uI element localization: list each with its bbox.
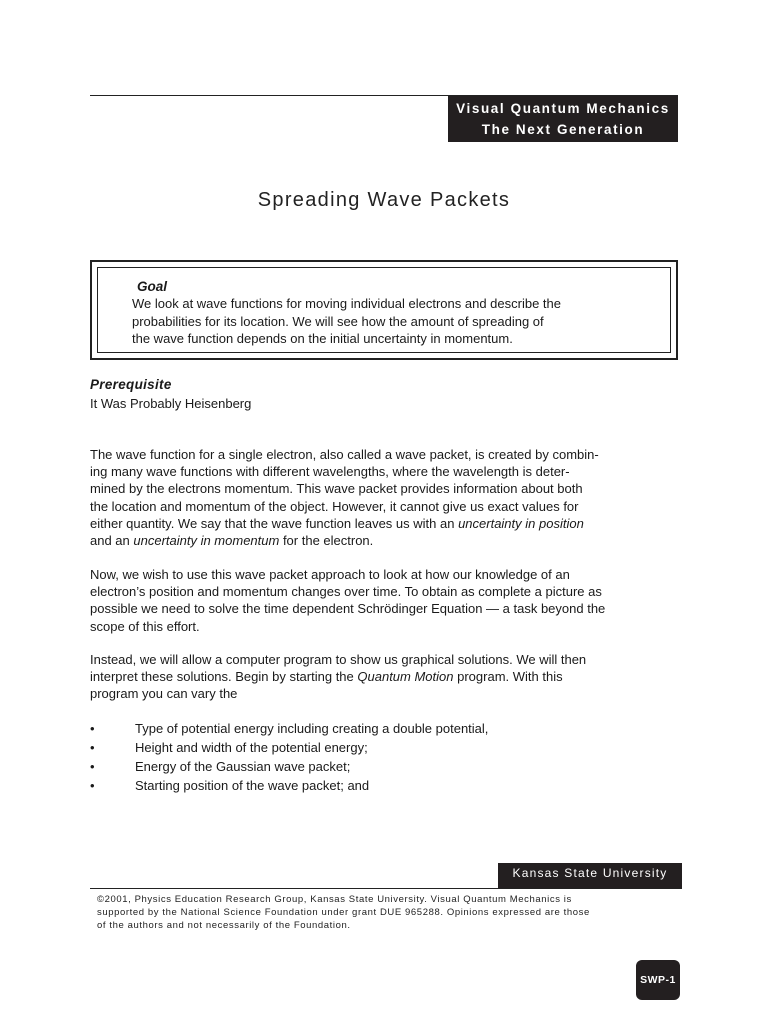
paragraph-line (90, 515, 690, 532)
paragraph-line: Instead, we will allow a computer program to show us graphical solutions. We will then (90, 652, 587, 667)
paragraph-line: mined by the electrons momentum. This wave packet provides information about both (90, 481, 583, 497)
copyright-line: ©2001, Physics Education Research Group, Kansas State University. Visual Quantum Mechanics is (97, 894, 572, 905)
text-span: for the electron. (279, 533, 374, 549)
text-span: either quantity. We say that the wave function leaves us with an (90, 515, 459, 531)
bullet-icon: • (90, 740, 95, 755)
copyright-notice (97, 894, 590, 932)
goal-line: the wave function depends on the initial uncertainty in momentum. (132, 331, 513, 346)
goal-text (132, 295, 652, 348)
paragraph-wave-function (90, 446, 690, 549)
copyright-line: of the authors and not necessarily of the Foundation. (97, 919, 351, 931)
bullet-icon: • (90, 759, 95, 774)
paragraph-line: scope of this effort. (90, 618, 200, 634)
list-item-text: Starting position of the wave packet; and (135, 778, 370, 793)
bullet-icon: • (90, 721, 95, 736)
paragraph-line: ing many wave functions with different wavelengths, where the wavelength is deter- (90, 464, 570, 480)
footer-rule (90, 888, 682, 889)
paragraph-line: The wave function for a single electron, also called a wave packet, is created by combin- (90, 447, 599, 462)
paragraph-line: Now, we wish to use this wave packet approach to look at how our knowledge of an (90, 567, 570, 582)
paragraph-time-evolution (90, 566, 690, 635)
list-item-text: Height and width of the potential energy; (135, 740, 368, 755)
paragraph-line: electron’s position and momentum changes over time. To obtain as complete a picture as (90, 584, 602, 600)
series-title-line2: The Next Generation (481, 122, 645, 137)
bullet-icon: • (90, 778, 95, 793)
program-name: Quantum Motion (357, 669, 454, 685)
text-span: program. With this (453, 669, 563, 685)
paragraph-computer-program (90, 651, 690, 703)
goal-line: probabilities for its location. We will see how the amount of spreading of (132, 313, 544, 329)
series-banner (448, 96, 678, 142)
list-item-text: Type of potential energy including creating a double potential, (135, 721, 489, 736)
emphasis-text: uncertainty in position (458, 515, 584, 531)
copyright-line: supported by the National Science Foundation under grant DUE 965288. Opinions expressed are those (97, 906, 590, 918)
prerequisite-heading: Prerequisite (90, 377, 172, 392)
goal-line: We look at wave functions for moving individual electrons and describe the (132, 296, 561, 311)
page-number-badge: SWP-1 (636, 960, 680, 1000)
paragraph-line (90, 532, 690, 549)
paragraph-line: possible we need to solve the time dependent Schrödinger Equation — a task beyond the (90, 601, 606, 617)
prerequisite-text: It Was Probably Heisenberg (90, 396, 252, 411)
paragraph-line (90, 668, 690, 685)
paragraph-line: program you can vary the (90, 686, 238, 702)
series-title-line1: Visual Quantum Mechanics (456, 101, 670, 116)
page-title: Spreading Wave Packets (257, 189, 511, 211)
emphasis-text: uncertainty in momentum (133, 533, 280, 549)
list-item-text: Energy of the Gaussian wave packet; (135, 759, 351, 774)
institution-banner: Kansas State University (498, 863, 682, 888)
text-span: interpret these solutions. Begin by starting the (90, 669, 358, 685)
goal-box (90, 260, 678, 360)
goal-heading: Goal (137, 279, 168, 294)
paragraph-line: the location and momentum of the object. However, it cannot give us exact values for (90, 498, 579, 514)
text-span: and an (90, 533, 134, 549)
